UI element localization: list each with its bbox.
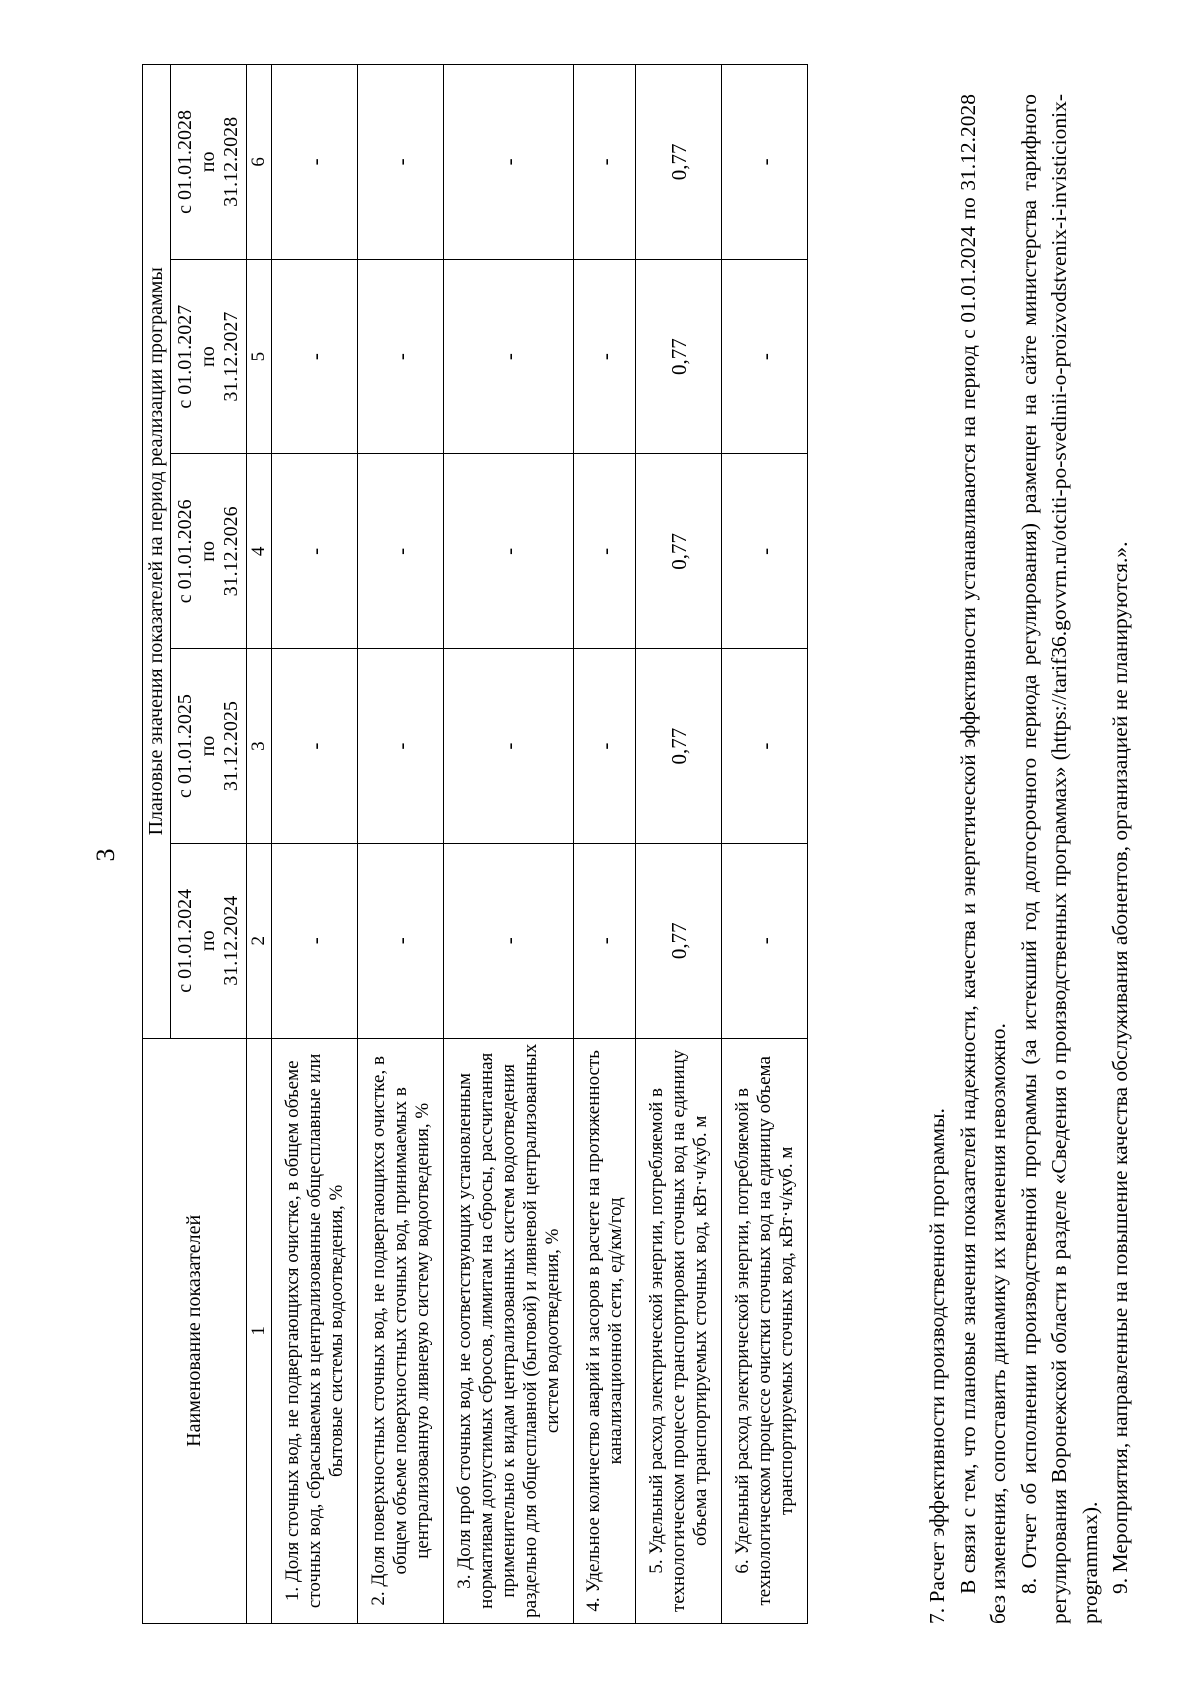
indicator-value: - xyxy=(358,454,444,649)
indicator-value: - xyxy=(574,259,636,454)
column-number: 3 xyxy=(247,649,272,844)
indicator-value: 0,77 xyxy=(636,65,722,260)
indicators-table xyxy=(142,64,808,1624)
header-period-1: с 01.01.2024 по 31.12.2024 xyxy=(171,843,247,1038)
column-number: 2 xyxy=(247,843,272,1038)
note-7-body: В связи с тем, что плановые значения показателей надежности, качества и энергетической эффективности устанавливаются на период с 01.01.2024 по 31.12.2028 без изменения, сопоставить динамику их изменения невозможно. xyxy=(955,94,1011,1624)
table-row xyxy=(358,65,444,1624)
header-period-4: с 01.01.2027 по 31.12.2027 xyxy=(171,259,247,454)
indicator-value: - xyxy=(722,843,808,1038)
table-row xyxy=(574,65,636,1624)
page-number: 3 xyxy=(91,848,120,862)
table-row xyxy=(636,65,722,1624)
indicator-value: - xyxy=(358,259,444,454)
indicator-name: 5. Удельный расход электрической энергии, потребляемой в технологическом процессе транспортировки сточных вод на единицу объема транспортируемых сточных вод, кВт·ч/куб. м xyxy=(636,1038,722,1623)
indicator-value: 0,77 xyxy=(636,454,722,649)
note-7-title: 7. Расчет эффективности производственной программы. xyxy=(925,1108,949,1624)
indicator-value: - xyxy=(358,843,444,1038)
column-number: 6 xyxy=(247,65,272,260)
header-indicator-name: Наименование показателей xyxy=(143,1038,247,1623)
note-8: 8. Отчет об исполнении производственной программы (за истекший год долгосрочного периода регулирования) размещен на сайте министерства тарифного регулирования Воронежской области в разделе «Сведения о производственных программах» (https://tarif36.govvrn.ru/otciti-po-svedinii-o-proizvodstvenix-i-invisticionix-programmax). xyxy=(1016,94,1102,1624)
indicator-value: - xyxy=(272,649,358,844)
indicator-value: 0,77 xyxy=(636,843,722,1038)
indicator-value: - xyxy=(722,649,808,844)
indicator-value: - xyxy=(574,649,636,844)
indicator-name: 3. Доля проб сточных вод, не соответствующих установленным нормативам допустимых сбросов, лимитам на сбросы, рассчитанная применительно к видам централизованных систем водоотведения раздельно для общесплавной (бытовой) и ливневой централизованных систем водоотведения, % xyxy=(444,1038,574,1623)
rotated-page-content xyxy=(142,64,1133,1624)
indicator-value: - xyxy=(722,259,808,454)
indicator-value: 0,77 xyxy=(636,649,722,844)
indicator-value: - xyxy=(574,843,636,1038)
indicator-value: - xyxy=(574,454,636,649)
notes-section xyxy=(922,94,1136,1624)
table-row xyxy=(272,65,358,1624)
note-9: 9. Мероприятия, направленные на повышение качества обслуживания абонентов, организацией не планируются.». xyxy=(1108,541,1133,1594)
indicator-value: 0,77 xyxy=(636,259,722,454)
indicator-value: - xyxy=(272,454,358,649)
column-number: 4 xyxy=(247,454,272,649)
indicator-value: - xyxy=(272,65,358,260)
indicator-value: - xyxy=(272,259,358,454)
indicator-value: - xyxy=(444,65,574,260)
indicator-value: - xyxy=(444,649,574,844)
indicator-value: - xyxy=(722,454,808,649)
header-period-2: с 01.01.2025 по 31.12.2025 xyxy=(171,649,247,844)
column-number: 5 xyxy=(247,259,272,454)
indicator-name: 2. Доля поверхностных сточных вод, не подвергающихся очистке, в общем объеме поверхностных сточных вод, принимаемых в централизованную ливневую систему водоотведения, % xyxy=(358,1038,444,1623)
indicator-value: - xyxy=(444,843,574,1038)
header-planned-values: Плановые значения показателей на период реализации программы xyxy=(143,65,171,1039)
indicator-name: 6. Удельный расход электрической энергии, потребляемой в технологическом процессе очистки сточных вод на единицу объема транспортируемых сточных вод, кВт·ч/куб. м xyxy=(722,1038,808,1623)
indicator-value: - xyxy=(574,65,636,260)
indicator-value: - xyxy=(358,649,444,844)
header-period-3: с 01.01.2026 по 31.12.2026 xyxy=(171,454,247,649)
table-row xyxy=(444,65,574,1624)
indicator-value: - xyxy=(444,259,574,454)
indicator-value: - xyxy=(358,65,444,260)
column-number: 1 xyxy=(247,1038,272,1623)
indicator-value: - xyxy=(272,843,358,1038)
header-period-5: с 01.01.2028 по 31.12.2028 xyxy=(171,65,247,260)
table-row xyxy=(722,65,808,1624)
indicator-value: - xyxy=(722,65,808,260)
indicator-value: - xyxy=(444,454,574,649)
indicator-name: 1. Доля сточных вод, не подвергающихся очистке, в общем объеме сточных вод, сбрасываемых в централизованные общесплавные или бытовые системы водоотведения, % xyxy=(272,1038,358,1623)
indicator-name: 4. Удельное количество аварий и засоров в расчете на протяженность канализационной сети, ед/км/год xyxy=(574,1038,636,1623)
